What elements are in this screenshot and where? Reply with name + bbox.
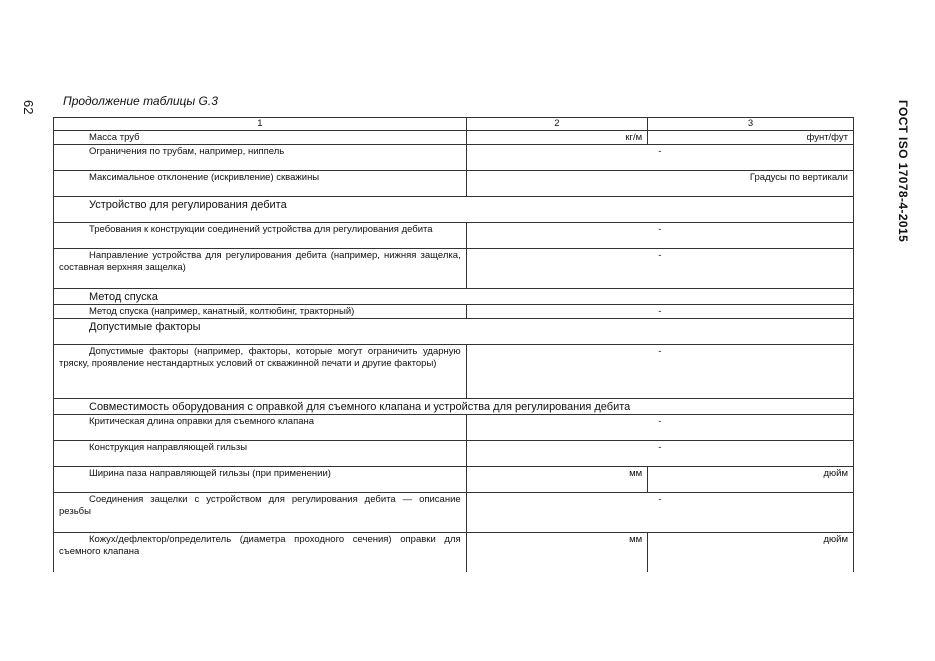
table-row	[54, 345, 854, 399]
unit-si: кг/м	[466, 131, 647, 145]
unit-us: дюйм	[648, 533, 854, 573]
table-row	[54, 493, 854, 533]
section-row	[54, 197, 854, 223]
unit-si: мм	[466, 533, 647, 573]
unit-si: мм	[466, 467, 647, 493]
row-value: -	[466, 345, 853, 399]
table-row	[54, 533, 854, 573]
section-title: Совместимость оборудования с оправкой для съемного клапана и устройства для регулирования дебита	[54, 399, 854, 415]
row-label: Требования к конструкции соединений устройства для регулирования дебита	[54, 223, 467, 249]
row-label: Допустимые факторы (например, факторы, которые могут ограничить ударную тряску, проявление нестандартных условий от скважинной печати и другие факторы)	[54, 345, 467, 399]
row-value: -	[466, 223, 853, 249]
row-label: Критическая длина оправки для съемного клапана	[54, 415, 467, 441]
row-label: Ширина паза направляющей гильзы (при применении)	[54, 467, 467, 493]
row-value: -	[466, 305, 853, 319]
section-title: Метод спуска	[54, 289, 854, 305]
section-row	[54, 289, 854, 305]
table-row	[54, 441, 854, 467]
row-label: Конструкция направляющей гильзы	[54, 441, 467, 467]
column-header: 1	[54, 118, 467, 131]
unit-us: фунт/фут	[648, 131, 854, 145]
table-row	[54, 171, 854, 197]
row-value: -	[466, 145, 853, 171]
table-caption: Продолжение таблицы G.3	[63, 94, 218, 108]
row-label: Ограничения по трубам, например, ниппель	[54, 145, 467, 171]
unit-us: дюйм	[648, 467, 854, 493]
row-label: Соединения защелки с устройством для регулирования дебита — описание резьбы	[54, 493, 467, 533]
row-label: Направление устройства для регулирования дебита (например, нижняя защелка, составная верхняя защелка)	[54, 249, 467, 289]
row-value: -	[466, 441, 853, 467]
table-row	[54, 249, 854, 289]
section-title: Допустимые факторы	[54, 319, 854, 345]
page-number: 62	[21, 100, 36, 115]
spec-table	[53, 117, 854, 572]
document-code: ГОСТ ISO 17078-4-2015	[896, 100, 910, 243]
row-value: -	[466, 415, 853, 441]
table-row	[54, 145, 854, 171]
row-label: Масса труб	[54, 131, 467, 145]
row-value: -	[466, 493, 853, 533]
column-header: 2	[466, 118, 647, 131]
table-row	[54, 223, 854, 249]
row-label: Метод спуска (например, канатный, колтюбинг, тракторный)	[54, 305, 467, 319]
table-row	[54, 415, 854, 441]
section-row	[54, 399, 854, 415]
table-row	[54, 131, 854, 145]
row-value: Градусы по вертикали	[466, 171, 853, 197]
table-row	[54, 467, 854, 493]
row-value: -	[466, 249, 853, 289]
table-header-row	[54, 118, 854, 131]
row-label: Кожух/дефлектор/определитель (диаметра проходного сечения) оправки для съемного клапана	[54, 533, 467, 573]
section-title: Устройство для регулирования дебита	[54, 197, 854, 223]
column-header: 3	[648, 118, 854, 131]
row-label: Максимальное отклонение (искривление) скважины	[54, 171, 467, 197]
section-row	[54, 319, 854, 345]
table-row	[54, 305, 854, 319]
